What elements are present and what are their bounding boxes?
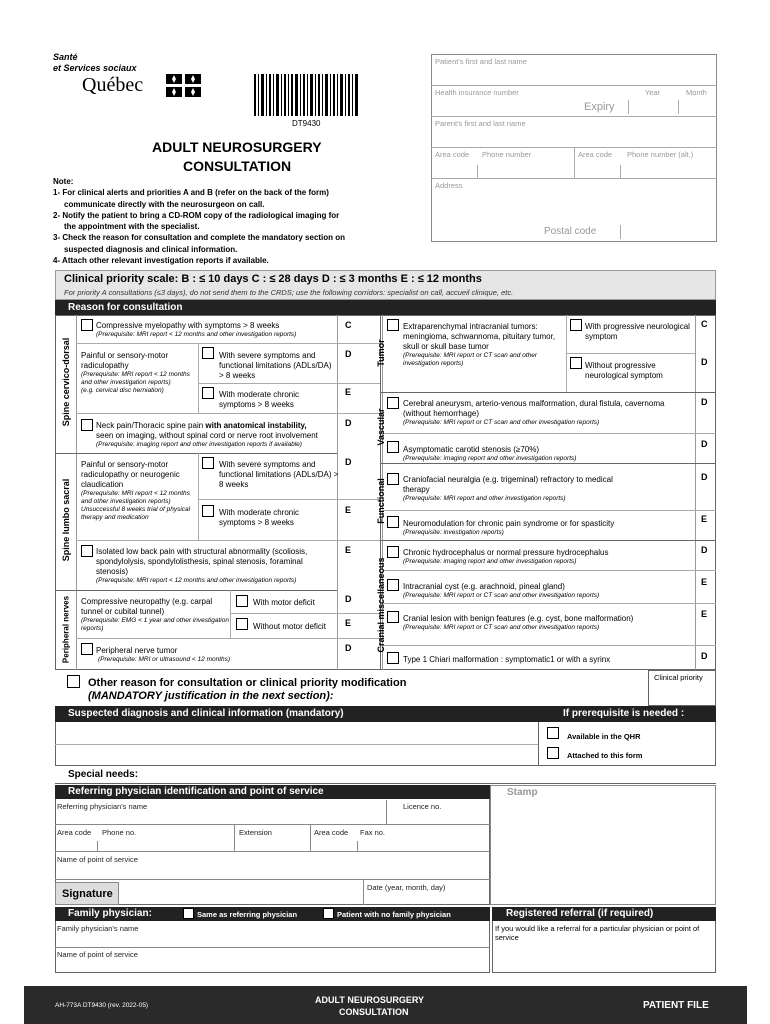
referring-name-field[interactable]: Referring physician's name [57,802,148,811]
postal-code-field[interactable]: Postal code [544,226,597,237]
note-3b: suspected diagnosis and clinical information. [64,244,238,254]
r2a-checkbox[interactable] [202,347,214,359]
c4-priority: D [701,651,708,661]
note-2a: 2- Notify the patient to bring a CD-ROM copy of the radiological imaging for [53,210,340,220]
other-reason-line2: (MANDATORY justification in the next section): [88,690,334,702]
t1b-text: Without progressive neurological symptom [585,361,663,380]
t1-text: Extraparenchymal intracranial tumors: meningioma, schwannoma, pituitary tumor, skull or skull base tumor (Prerequisite: MRI report or CT scan and other investigation reports) [403,322,556,367]
notes-heading: Note: [53,177,74,186]
attached-checkbox[interactable] [547,747,559,759]
r5-priority: E [345,545,352,555]
r4b-priority: E [345,505,352,515]
other-reason-checkbox[interactable] [67,675,80,688]
r2-text: Painful or sensory-motor radiculopathy (Prerequisite: MRI report < 12 months and other investigation reports) (e.g. cervical disc herniation) [81,351,190,394]
r1-priority: C [345,320,352,330]
footer-patient-file: PATIENT FILE [643,1000,709,1011]
r4b-text: With moderate chronic symptoms > 8 weeks [219,508,300,527]
t1b-checkbox[interactable] [570,357,582,369]
c4-text: Type 1 Chiari malformation : symptomatic1 or with a syrinx [403,655,611,664]
r6a-text: With motor deficit [253,598,315,607]
r4a-priority: D [345,457,352,467]
area-code-alt-label: Area code [578,150,613,159]
qhr-label: Available in the QHR [567,732,641,741]
prereq-header: If prerequisite is needed : [556,706,716,722]
family-physician-name-field[interactable]: Family physician's name [57,924,139,933]
ref-extension-field[interactable]: Extension [239,828,272,837]
r6-text: Compressive neuropathy (e.g. carpal tunnel or cubital tunnel) (Prerequisite: EMG < 1 year and other investigation reports) [81,597,229,632]
r1-checkbox[interactable] [81,319,93,331]
f1-text: Craniofacial neuralgia (e.g. trigeminal) refractory to medical therapy (Prerequisite: MRI report and other investigation reports) [403,475,613,502]
family-point-of-service-field[interactable]: Name of point of service [57,950,138,959]
form-title-line2: CONSULTATION [183,158,292,174]
c1-text: Chronic hydrocephalus or normal pressure hydrocephalus (Prerequisite: imaging report and other investigation reports) [403,548,609,565]
t1a-text: With progressive neurological symptom [585,322,690,341]
footer-title-1: ADULT NEUROSURGERY [315,995,425,1005]
note-1b: communicate directly with the neurosurgeon on call. [64,199,265,209]
ref-point-of-service-field[interactable]: Name of point of service [57,855,138,864]
v2-checkbox[interactable] [387,441,399,453]
clinical-priority-label: Clinical priority [654,673,703,682]
r6b-checkbox[interactable] [236,618,248,630]
section-spine-cervico-dorsal: Spine cervico-dorsal [61,337,71,427]
v2-text: Asymptomatic carotid stenosis (≥70%) (Prerequisite: imaging report and other investigation reports) [403,445,577,462]
priority-scale: Clinical priority scale: B : ≤ 10 days C : ≤ 28 days D : ≤ 3 months E : ≤ 12 months [64,273,482,285]
licence-field[interactable]: Licence no. [403,802,442,811]
footer-code: AH-773A DT9430 (rev. 2022-05) [55,1002,149,1009]
f1-priority: D [701,472,708,482]
ref-fax-field[interactable]: Fax no. [360,828,386,837]
logo-quebec: Québec [82,74,144,96]
r4a-text: With severe symptoms and functional limitations (ADLs/DA) > 8 weeks [219,460,339,489]
no-family-physician-checkbox[interactable] [323,908,334,919]
r6a-priority: D [345,594,352,604]
phone-alt-field[interactable]: Phone number (alt.) [627,150,694,159]
r3-priority: D [345,418,352,428]
r2b-priority: E [345,387,352,397]
ref-fax-area-label: Area code [314,828,349,837]
expiry-year-label: Year [645,88,661,97]
r4b-checkbox[interactable] [202,505,214,517]
c2-priority: E [701,577,708,587]
other-reason-line1: Other reason for consultation or clinical priority modification [88,677,407,689]
r2b-text: With moderate chronic symptoms > 8 weeks [219,390,300,409]
section-peripheral-nerves: Peripheral nerves [61,595,71,664]
t1b-priority: D [701,357,708,367]
ref-phone-field[interactable]: Phone no. [102,828,137,837]
notes-block [53,176,345,266]
registered-referral-header: Registered referral (if required) [492,907,716,921]
r4-text: Painful or sensory-motor radiculopathy or neurogenic claudication (Prerequisite: MRI report < 12 months and other investigation reports) Unsuccessful 8 weeks trial of physical therapy and medication [81,460,191,521]
note-3a: 3- Check the reason for consultation and complete the mandatory section on [53,233,346,243]
t1a-checkbox[interactable] [570,319,582,331]
section-spine-lumbo-sacral: Spine lumbo sacral [61,478,71,562]
r4a-checkbox[interactable] [202,457,214,469]
phone-field[interactable]: Phone number [482,150,532,159]
same-as-referring-label: Same as referring physician [197,910,298,919]
signature-date-field[interactable]: Date (year, month, day) [367,883,446,892]
registered-referral-text: If you would like a referral for a particular physician or point of service [495,924,700,942]
parent-name-field[interactable]: Parent's first and last name [435,119,526,128]
ref-area-code-label: Area code [57,828,92,837]
no-family-physician-label: Patient with no family physician [337,910,451,919]
v1-priority: D [701,397,708,407]
same-as-referring-checkbox[interactable] [183,908,194,919]
expiry-month-label: Month [686,88,707,97]
r7-priority: D [345,643,352,653]
section-tumor: Tumor [376,339,386,367]
section-cranial-miscellaneous: Cranial miscellaneous [376,557,386,653]
area-code-label: Area code [435,150,470,159]
health-insurance-field[interactable]: Health insurance number [435,88,519,97]
logo-line2: et Services sociaux [53,63,137,73]
f2-priority: E [701,514,708,524]
reason-header: Reason for consultation [55,300,716,315]
address-field[interactable]: Address [435,181,463,190]
c3-checkbox[interactable] [387,611,399,623]
v1-text: Cerebral aneurysm, arterio-venous malformation, dural fistula, cavernoma (without hemorrhage) (Prerequisite: MRI report or CT scan and other investigation reports) [403,399,665,426]
priority-note: For priority A consultations (≤3 days), do not send them to the CRDS; use the following corridors: specialist on call, accueil clinique, etc. [64,288,514,297]
section-functional: Functional [376,478,386,524]
r5-text: Isolated low back pain with structural abnormality (scoliosis, spondylolysis, spondylolisthesis, spinal stenosis, foraminal stenosis) (Prerequisite: MRI report < 12 months and other investigation reports) [96,547,308,584]
referring-header: Referring physician identification and point of service [55,785,490,799]
signature-label: Signature [55,882,119,905]
stamp-label: Stamp [507,787,538,798]
r6b-text: Without motor deficit [253,622,326,631]
c2-text: Intracranial cyst (e.g. arachnoid, pineal gland) (Prerequisite: MRI report or CT scan and other investigation reports) [403,582,600,599]
stamp-box[interactable] [490,785,716,905]
r2a-text: With severe symptoms and functional limitations (ADLs/DA) > 8 weeks [219,351,332,380]
r7-checkbox[interactable] [81,643,93,655]
c2-checkbox[interactable] [387,579,399,591]
t1a-priority: C [701,319,708,329]
r5-checkbox[interactable] [81,545,93,557]
f2-checkbox[interactable] [387,516,399,528]
f2-text: Neuromodulation for chronic pain syndrome or for spasticity (Prerequisite: investigation reports) [403,519,615,536]
family-header: Family physician: [68,908,152,919]
note-4: 4- Attach other relevant investigation reports if available. [53,256,269,266]
t1-checkbox[interactable] [387,319,399,331]
c1-priority: D [701,545,708,555]
attached-label: Attached to this form [567,751,643,760]
c3-text: Cranial lesion with benign features (e.g. cyst, bone malformation) (Prerequisite: MRI report or CT scan and other investigation reports) [403,614,634,631]
f1-checkbox[interactable] [387,473,399,485]
note-1a: 1- For clinical alerts and priorities A and B (refer on the back of the form) [53,188,329,198]
r2b-checkbox[interactable] [202,387,214,399]
c3-priority: E [701,609,708,619]
r2a-priority: D [345,349,352,359]
c4-checkbox[interactable] [387,652,399,664]
footer-title-2: CONSULTATION [339,1007,409,1017]
patient-name-field[interactable]: Patient's first and last name [435,57,527,66]
v1-checkbox[interactable] [387,397,399,409]
v2-priority: D [701,439,708,449]
r7-text: Peripheral nerve tumor (Prerequisite: MRI or ultrasound < 12 months) [96,646,231,663]
r3-checkbox[interactable] [81,419,93,431]
form-title-line1: ADULT NEUROSURGERY [152,139,322,155]
qhr-checkbox[interactable] [547,727,559,739]
section-vascular: Vascular [376,408,386,446]
r6a-checkbox[interactable] [236,595,248,607]
expiry-label: Expiry [584,101,615,113]
r3-text: Neck pain/Thoracic spine pain with anatomical instability, seen on imaging, without spinal cord or nerve root involvement (Prerequisite: imaging report and other investigation reports if available) [96,421,318,448]
special-needs-label: Special needs: [68,769,139,780]
note-2b: the appointment with the specialist. [64,222,200,232]
signature-field[interactable] [119,882,363,905]
c1-checkbox[interactable] [387,546,399,558]
r6b-priority: E [345,618,352,628]
fleur-de-lis-flag-icon [166,74,202,98]
barcode-code: DT9430 [292,119,321,128]
diagnosis-header: Suspected diagnosis and clinical information (mandatory) [55,706,716,722]
r1-text: Compressive myelopathy with symptoms > 8 weeks (Prerequisite: MRI report < 12 months and other investigation reports) [96,321,297,338]
barcode-icon [254,74,359,116]
logo-line1: Santé [53,52,78,62]
